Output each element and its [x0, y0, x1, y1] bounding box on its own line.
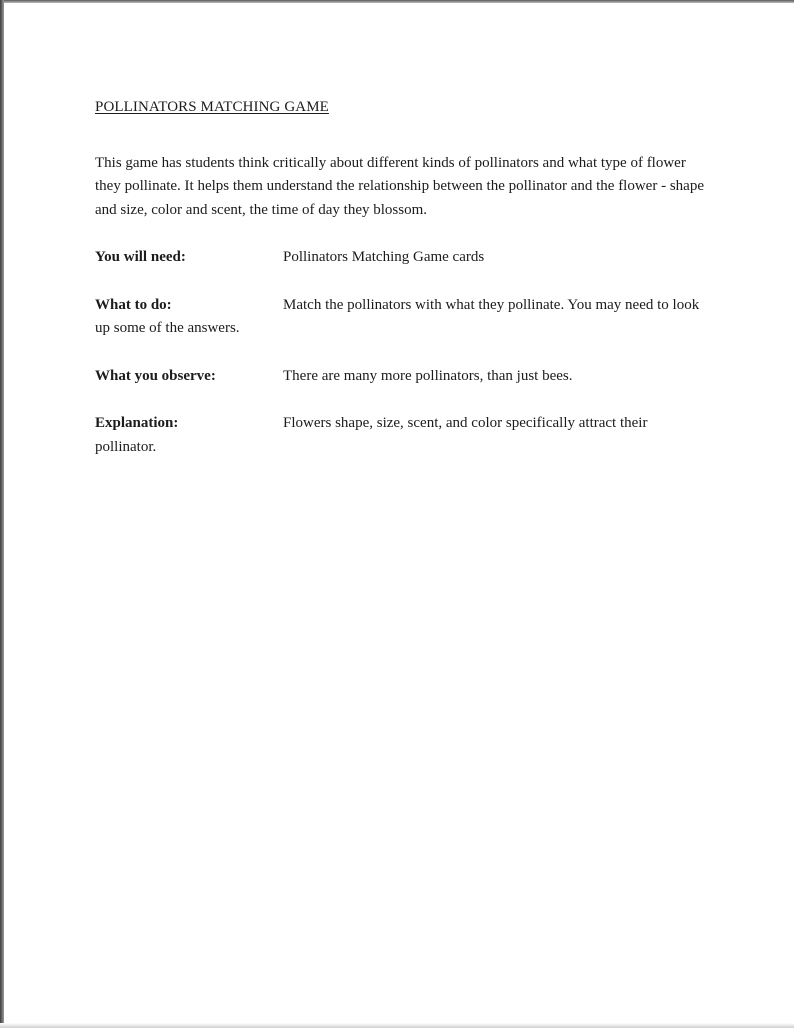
document-body: [95, 96, 705, 483]
page-bottom-edge: [0, 1023, 794, 1028]
section-label: You will need:: [95, 249, 186, 265]
section-text: Match the pollinators with what they pollinate. You may need to look up some of the answers.: [95, 296, 700, 336]
section-label: What to do:: [95, 296, 172, 313]
section-label: What you observe:: [95, 367, 216, 384]
section-you-will-need: [95, 246, 705, 270]
section-what-you-observe: [95, 365, 705, 389]
page-left-edge: [0, 0, 4, 1028]
section-text: Flowers shape, size, scent, and color specifically attract their pollinator.: [95, 415, 648, 455]
section-explanation: [95, 412, 705, 459]
section-text: There are many more pollinators, than just bees.: [283, 367, 573, 384]
page-title: POLLINATORS MATCHING GAME: [95, 99, 329, 115]
page-top-edge: [0, 0, 794, 3]
section-text: Pollinators Matching Game cards: [283, 249, 485, 265]
section-what-to-do: [95, 294, 705, 341]
intro-paragraph: This game has students think critically about different kinds of pollinators and what type of flower they pollinate. It helps them understand the relationship between the pollinator and the flower - shape and size, color and scent, the time of day they blossom.: [95, 154, 704, 218]
section-label: Explanation:: [95, 415, 179, 431]
